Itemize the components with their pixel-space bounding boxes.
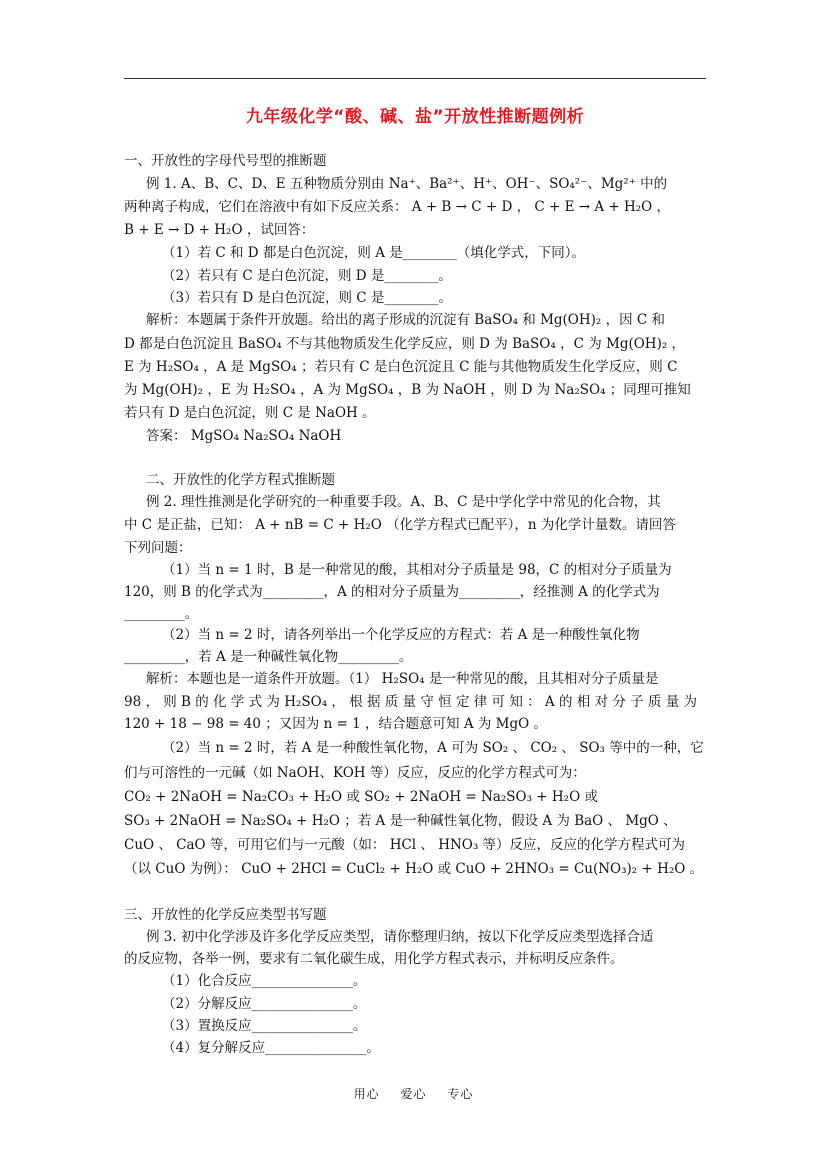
page-footer: [0, 1085, 827, 1102]
equation-line: （以 CuO 为例）： CuO + 2HCl = CuCl₂ + H₂O 或 CuO + 2HNO₃ = Cu(NO₃)₂ + H₂O 。: [124, 861, 704, 877]
section-heading-3: 三、开放性的化学反应类型书写题: [124, 907, 327, 923]
footer-text: 爱心: [400, 1087, 427, 1101]
paragraph-line: 下列问题：: [124, 540, 192, 556]
paragraph-line: （2）当 n = 2 时，若 A 是一种酸性氧化物，A 可为 SO₂ 、 CO₂ 、 SO₃ 等中的一种，它: [162, 740, 704, 756]
question-item: （3）若只有 D 是白色沉淀，则 C 是________。: [162, 290, 452, 306]
paragraph-line: 的反应物，各举一例，要求有二氧化碳生成，用化学方程式表示，并标明反应条件。: [124, 951, 624, 967]
paragraph-line: 解析：本题也是一道条件开放题。（1） H₂SO₄ 是一种常见的酸，且其相对分子质量是: [146, 671, 659, 687]
footer-text: 专心: [447, 1087, 474, 1101]
paragraph-line: 例 3. 初中化学涉及许多化学反应类型，请你整理归纳，按以下化学反应类型选择合适: [146, 929, 654, 945]
paragraph-line: 两种离子构成，它们在溶液中有如下反应关系： A + B → C + D ， C + E → A + H₂O ，: [124, 199, 671, 215]
header-rule: [124, 78, 706, 79]
section-heading-2: 二、开放性的化学方程式推断题: [146, 472, 335, 488]
question-item: （3）置换反应_______________。: [162, 1018, 367, 1034]
document-title: 九年级化学“酸、碱、盐”开放性推断题例析: [245, 107, 585, 127]
paragraph-line: E 为 H₂SO₄ ，A 是 MgSO₄ ；若只有 C 是白色沉淀且 C 能与其他物质发生化学反应，则 C: [124, 359, 678, 375]
question-item: （2）分解反应_______________。: [162, 996, 367, 1012]
paragraph-line: 若只有 D 是白色沉淀，则 C 是 NaOH 。: [124, 405, 376, 421]
question-item: （1）化合反应_______________。: [162, 973, 367, 989]
paragraph-line: D 都是白色沉淀且 BaSO₄ 不与其他物质发生化学反应，则 D 为 BaSO₄ ，C 为 Mg(OH)₂ ，: [124, 336, 686, 352]
section-heading-1: 一、开放性的字母代号型的推断题: [124, 153, 327, 169]
paragraph-line: 为 Mg(OH)₂ ，E 为 H₂SO₄ ，A 为 MgSO₄ ，B 为 NaOH ，则 D 为 Na₂SO₄ ；同理可推知: [124, 382, 691, 398]
paragraph-line: （2）当 n = 2 时，请各列举出一个化学反应的方程式：若 A 是一种酸性氧化物: [162, 627, 640, 643]
question-item: （4）复分解反应_______________。: [162, 1040, 380, 1056]
paragraph-line: _________。: [124, 606, 199, 622]
footer-text: 用心: [353, 1087, 380, 1101]
paragraph-line: 120 + 18 − 98 = 40 ；又因为 n = 1 ，结合题意可知 A 为 MgO 。: [124, 716, 547, 732]
paragraph-line: B + E → D + H₂O ，试回答：: [124, 222, 315, 238]
paragraph-line: （1）当 n = 1 时，B 是一种常见的酸，其相对分子质量是 98，C 的相对分子质量为: [162, 562, 672, 578]
question-item: （2）若只有 C 是白色沉淀，则 D 是________。: [162, 268, 452, 284]
equation-line: SO₃ + 2NaOH = Na₂SO₄ + H₂O ；若 A 是一种碱性氧化物，假设 A 为 BaO 、 MgO 、: [124, 813, 677, 829]
paragraph-line: 中 C 是正盐，已知： A + nB = C + H₂O （化学方程式已配平），n 为化学计量数。请回答: [124, 517, 676, 533]
paragraph-line: 解析：本题属于条件开放题。给出的离子形成的沉淀有 BaSO₄ 和 Mg(OH)₂ ，因 C 和: [146, 312, 666, 328]
answer-line: 答案： MgSO₄ Na₂SO₄ NaOH: [146, 428, 342, 444]
equation-line: CO₂ + 2NaOH = Na₂CO₃ + H₂O 或 SO₂ + 2NaOH = Na₂SO₃ + H₂O 或: [124, 789, 598, 805]
paragraph-line: 98 ， 则 B 的 化 学 式 为 H₂SO₄ ， 根 据 质 量 守 恒 定 律 可 知 ： A 的 相 对 分 子 质 量 为: [124, 694, 697, 710]
paragraph-line: 例 1. A、B、C、D、E 五种物质分别由 Na⁺、Ba²⁺、H⁺、OH⁻、SO₄²⁻、Mg²⁺ 中的: [146, 176, 668, 192]
paragraph-line: _________，若 A 是一种碱性氧化物_________。: [124, 649, 413, 665]
paragraph-line: 们与可溶性的一元碱（如 NaOH、KOH 等）反应，反应的化学方程式可为：: [124, 765, 586, 781]
paragraph-line: CuO 、 CaO 等，可用它们与一元酸（如： HCl 、 HNO₃ 等）反应，反应的化学方程式可为: [124, 837, 686, 853]
paragraph-line: 120，则 B 的化学式为_________，A 的相对分子质量为_________，经推测 A 的化学式为: [124, 584, 660, 600]
paragraph-line: 例 2. 理性推测是化学研究的一种重要手段。A、B、C 是中学化学中常见的化合物，其: [146, 494, 661, 510]
question-item: （1）若 C 和 D 都是白色沉淀，则 A 是________（填化学式，下同）。: [162, 245, 585, 261]
